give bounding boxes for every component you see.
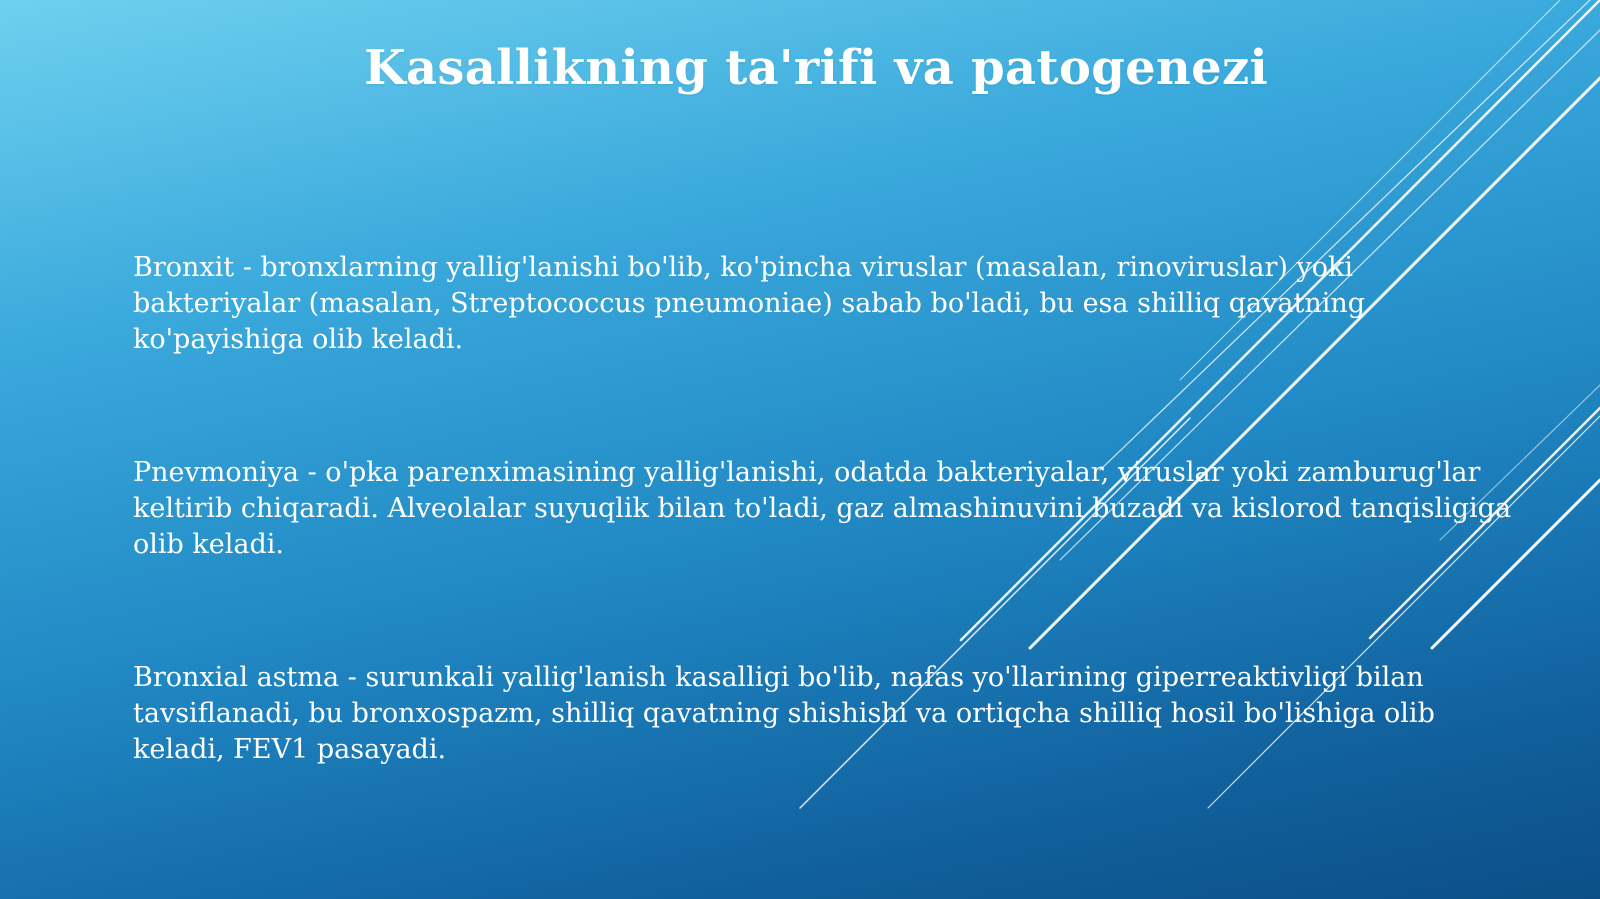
paragraph-pneumonia: Pnevmoniya - o'pka parenximasining yallig'lanishi, odatda bakteriyalar, viruslar yoki zamburug'lar keltirib chiqaradi. Alveolalar suyuqlik bilan to'ladi, gaz almashinuvini buzadi va kislorod tanqisligiga olib keladi. [133,457,1512,560]
paragraph-bronchial-asthma: Bronxial astma - surunkali yallig'lanish kasalligi bo'lib, nafas yo'llarining giperreaktivligi bilan tavsiflanadi, bu bronxospazm, shilliq qavatning shishishi va ortiqcha shilliq hosil bo'lishiga olib keladi, FEV1 pasayadi. [133,662,1435,765]
paragraph-bronchitis: Bronxit - bronxlarning yallig'lanishi bo'lib, ko'pincha viruslar (masalan, rinoviruslar) yoki bakteriyalar (masalan, Streptococcus pneumoniae) sabab bo'ladi, bu esa shilliq qavatning ko'payishiga olib keladi. [133,252,1366,355]
slide-title: Kasallikning ta'rifi va patogenezi [363,40,1269,96]
slide-body [133,250,1513,768]
